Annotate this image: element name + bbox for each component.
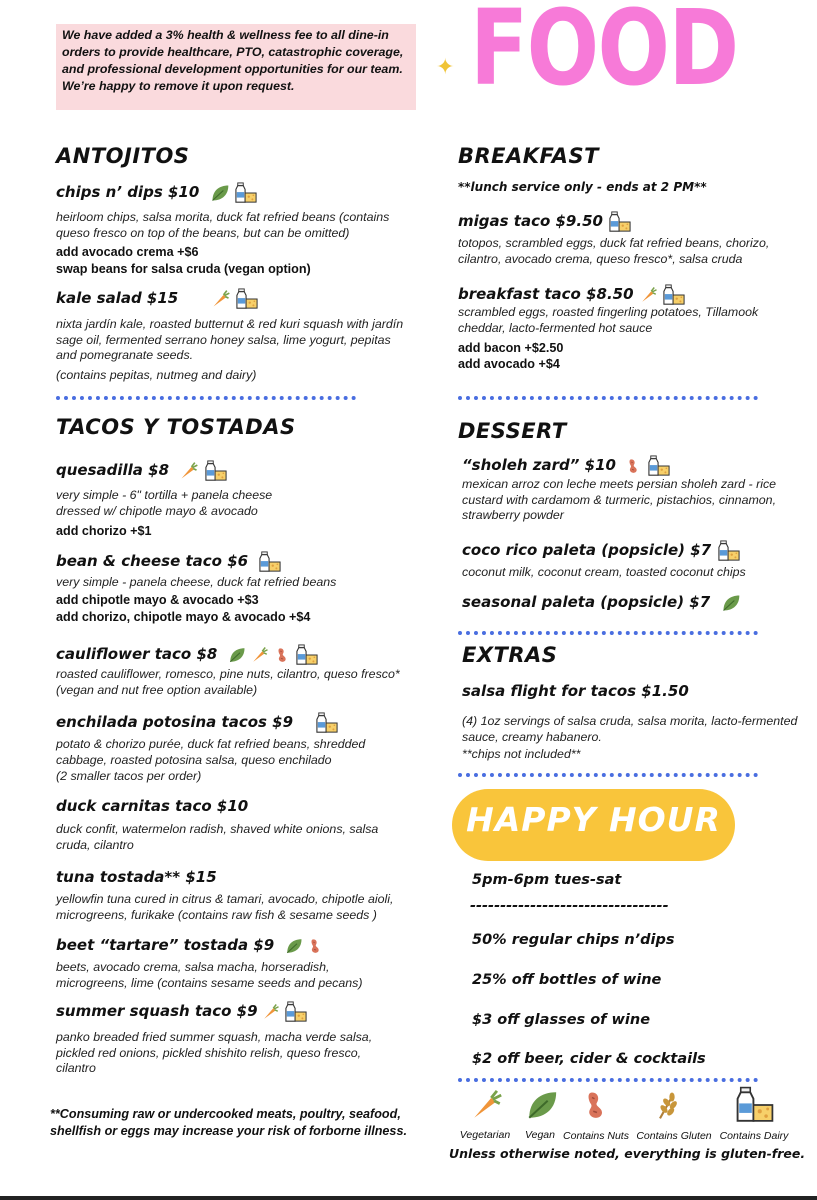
item-description: nixta jardín kale, roasted butternut & red kuri squash with jardín sage oil, fermented serrano honey salsa, lime yogurt, pepitas and pomegranate seeds. [56, 317, 404, 363]
item-name: migas taco $9.50 [458, 212, 603, 231]
legend-label-vegetarian: Vegetarian [459, 1129, 511, 1141]
item-name: salsa flight for tacos $1.50 [462, 682, 689, 700]
item-name: enchilada potosina tacos $9 [56, 713, 294, 732]
item-description: duck confit, watermelon radish, shaved white onions, salsa cruda, cilantro [56, 822, 379, 852]
milk-cheese-icon [205, 460, 227, 482]
happy-hour-deal: $2 off beer, cider & cocktails [472, 1051, 706, 1067]
menu-item-migas-taco [458, 211, 632, 233]
happy-hour-deal: 50% regular chips n’dips [472, 932, 675, 948]
item-note: (contains pepitas, nutmeg and dairy) [56, 368, 257, 382]
milk-cheese-icon [718, 540, 740, 562]
section-heading-antojitos: ANTOJITOS [56, 144, 190, 168]
menu-item-breakfast-taco [458, 284, 686, 306]
carrot-icon [262, 1003, 280, 1021]
item-name: beet “tartare” tostada $9 [56, 936, 275, 954]
item-addon: add chorizo +$1 [56, 524, 152, 538]
menu-item-salsa-flight [462, 682, 689, 701]
menu-item-sholeh-zard [462, 455, 671, 477]
item-name: seasonal paleta (popsicle) $7 [462, 593, 711, 612]
legend-leaf [525, 1088, 559, 1127]
milk-cheese-icon [296, 644, 318, 666]
peanut-icon [582, 1088, 612, 1122]
menu-item-quesadilla [56, 460, 228, 482]
sparkle-icon: ✦ [436, 54, 455, 79]
menu-item-enchilada-potosina [56, 712, 339, 734]
item-name: “sholeh zard” $10 [462, 456, 616, 475]
section-heading-tacos: TACOS Y TOSTADAS [56, 415, 296, 439]
item-description: totopos, scrambled eggs, duck fat refried beans, chorizo, cilantro, avocado crema, queso fresco*, salsa cruda [458, 236, 770, 266]
menu-item-kale-salad [56, 288, 259, 310]
milk-cheese-icon [648, 455, 670, 477]
lunch-service-note: **lunch service only - ends at 2 PM** [458, 180, 707, 194]
menu-item-summer-squash-taco [56, 1001, 308, 1023]
legend-label-dairy: Contains Dairy [719, 1130, 789, 1142]
menu-item-tuna-tostada [56, 868, 217, 887]
item-note: **chips not included** [462, 747, 581, 761]
section-divider [458, 1078, 758, 1082]
item-description: heirloom chips, salsa morita, duck fat refried beans (contains queso fresco on top of the beans, but can be omitted) [56, 210, 390, 240]
peanut-icon [308, 937, 324, 955]
milk-cheese-icon [285, 1001, 307, 1023]
item-description: scrambled eggs, roasted fingerling potatoes, Tillamook cheddar, lacto-fermented hot sauce [458, 305, 759, 335]
item-description: potato & chorizo purée, duck fat refried beans, shredded cabbage, roasted potosina salsa, queso enchilado [56, 737, 366, 767]
section-divider [458, 396, 758, 400]
milk-cheese-icon [736, 1086, 774, 1124]
item-description: coconut milk, coconut cream, toasted coconut chips [462, 565, 746, 579]
menu-item-chips [56, 182, 258, 204]
carrot-icon [470, 1088, 504, 1122]
item-name: bean & cheese taco $6 [56, 552, 249, 571]
legend-wheat [652, 1088, 684, 1127]
legend-label-nuts: Contains Nuts [563, 1130, 629, 1142]
gluten-free-note: Unless otherwise noted, everything is gluten-free. [449, 1146, 806, 1161]
happy-hour-title: HAPPY HOUR [466, 800, 721, 839]
item-name: tuna tostada** $15 [56, 868, 217, 886]
item-description: panko breaded fried summer squash, macha verde salsa, pickled red onions, pickled shishito relish, queso fresco, cilantro [56, 1030, 373, 1076]
section-divider [458, 631, 758, 635]
item-name: kale salad $15 [56, 289, 179, 308]
happy-hour-time: 5pm-6pm tues-sat [472, 872, 622, 888]
item-description: roasted cauliflower, romesco, pine nuts, cilantro, queso fresco* (vegan and nut free option available) [56, 667, 400, 697]
item-addon: add avocado crema +$6 [56, 245, 199, 259]
item-name: chips n’ dips $10 [56, 183, 200, 202]
section-heading-breakfast: BREAKFAST [458, 144, 599, 168]
item-name: quesadilla $8 [56, 461, 170, 480]
happy-hour-divider: --------------------------------- [470, 898, 669, 914]
leaf-icon [525, 1088, 559, 1122]
raw-food-warning: **Consuming raw or undercooked meats, poultry, seafood, shellfish or eggs may increase your risk of forborne illness. [50, 1107, 407, 1138]
menu-item-seasonal-paleta [462, 593, 742, 613]
wheat-icon [652, 1088, 684, 1122]
item-name: summer squash taco $9 [56, 1002, 258, 1021]
carrot-icon [640, 286, 658, 304]
leaf-icon [721, 593, 741, 613]
item-description: beets, avocado crema, salsa macha, horseradish, microgreens, lime (contains sesame seeds and pecans) [56, 960, 363, 990]
item-name: cauliflower taco $8 [56, 645, 218, 664]
leaf-icon [228, 646, 246, 664]
leaf-icon [285, 937, 303, 955]
page-title: FOOD [470, 0, 738, 109]
item-description: mexican arroz con leche meets persian sholeh zard - rice custard with cardamom & turmeric, pistachios, cinnamon, strawberry powder [462, 477, 777, 523]
section-divider [458, 773, 758, 777]
leaf-icon [210, 183, 230, 203]
section-divider [56, 396, 356, 400]
milk-cheese-icon [609, 211, 631, 233]
carrot-icon [211, 289, 231, 309]
item-note: (2 smaller tacos per order) [56, 769, 202, 783]
happy-hour-deal: 25% off bottles of wine [472, 972, 662, 988]
milk-cheese-icon [259, 551, 281, 573]
item-addon: add chorizo, chipotle mayo & avocado +$4 [56, 610, 311, 624]
page-bottom-border [0, 1196, 817, 1200]
legend-peanut [582, 1088, 612, 1127]
item-description: (4) 1oz servings of salsa cruda, salsa morita, lacto-fermented sauce, creamy habanero. [462, 714, 798, 744]
section-heading-dessert: DESSERT [458, 419, 567, 443]
item-description: very simple - 6" tortilla + panela cheese dressed w/ chipotle mayo & avocado [56, 488, 273, 518]
peanut-icon [275, 646, 291, 664]
carrot-icon [179, 461, 199, 481]
milk-cheese-icon [236, 288, 258, 310]
menu-item-beet-tostada [56, 936, 325, 955]
carrot-icon [251, 646, 269, 664]
happy-hour-deal: $3 off glasses of wine [472, 1012, 651, 1028]
item-addon: add avocado +$4 [458, 357, 560, 371]
menu-item-duck-carnitas [56, 797, 248, 816]
milk-cheese-icon [663, 284, 685, 306]
legend-label-vegan: Vegan [525, 1129, 555, 1141]
wellness-fee-notice: We have added a 3% health & wellness fee to all dine-in orders to provide healthcare, PTO, catastrophic coverage, and professional development opportunities for our team. We’re happy to remove it upon request. [56, 24, 416, 110]
item-description: yellowfin tuna cured in citrus & tamari, avocado, chipotle aioli, microgreens, furikake (contains raw fish & sesame seeds ) [56, 892, 394, 922]
item-addon: add chipotle mayo & avocado +$3 [56, 593, 259, 607]
milk-cheese-icon [235, 182, 257, 204]
legend-dairy [736, 1086, 774, 1129]
menu-item-cauliflower-taco [56, 644, 319, 666]
item-name: breakfast taco $8.50 [458, 285, 634, 304]
menu-item-bean-cheese-taco [56, 551, 282, 573]
legend-carrot [470, 1088, 504, 1127]
legend-label-gluten: Contains Gluten [636, 1130, 712, 1142]
section-heading-extras: EXTRAS [462, 643, 558, 667]
item-addon: add bacon +$2.50 [458, 341, 564, 355]
item-addon: swap beans for salsa cruda (vegan option) [56, 262, 311, 276]
item-name: coco rico paleta (popsicle) $7 [462, 541, 712, 560]
milk-cheese-icon [316, 712, 338, 734]
item-name: duck carnitas taco $10 [56, 797, 249, 815]
menu-item-coco-rico-paleta [462, 540, 741, 562]
peanut-icon [626, 457, 642, 475]
item-description: very simple - panela cheese, duck fat refried beans [56, 575, 337, 589]
